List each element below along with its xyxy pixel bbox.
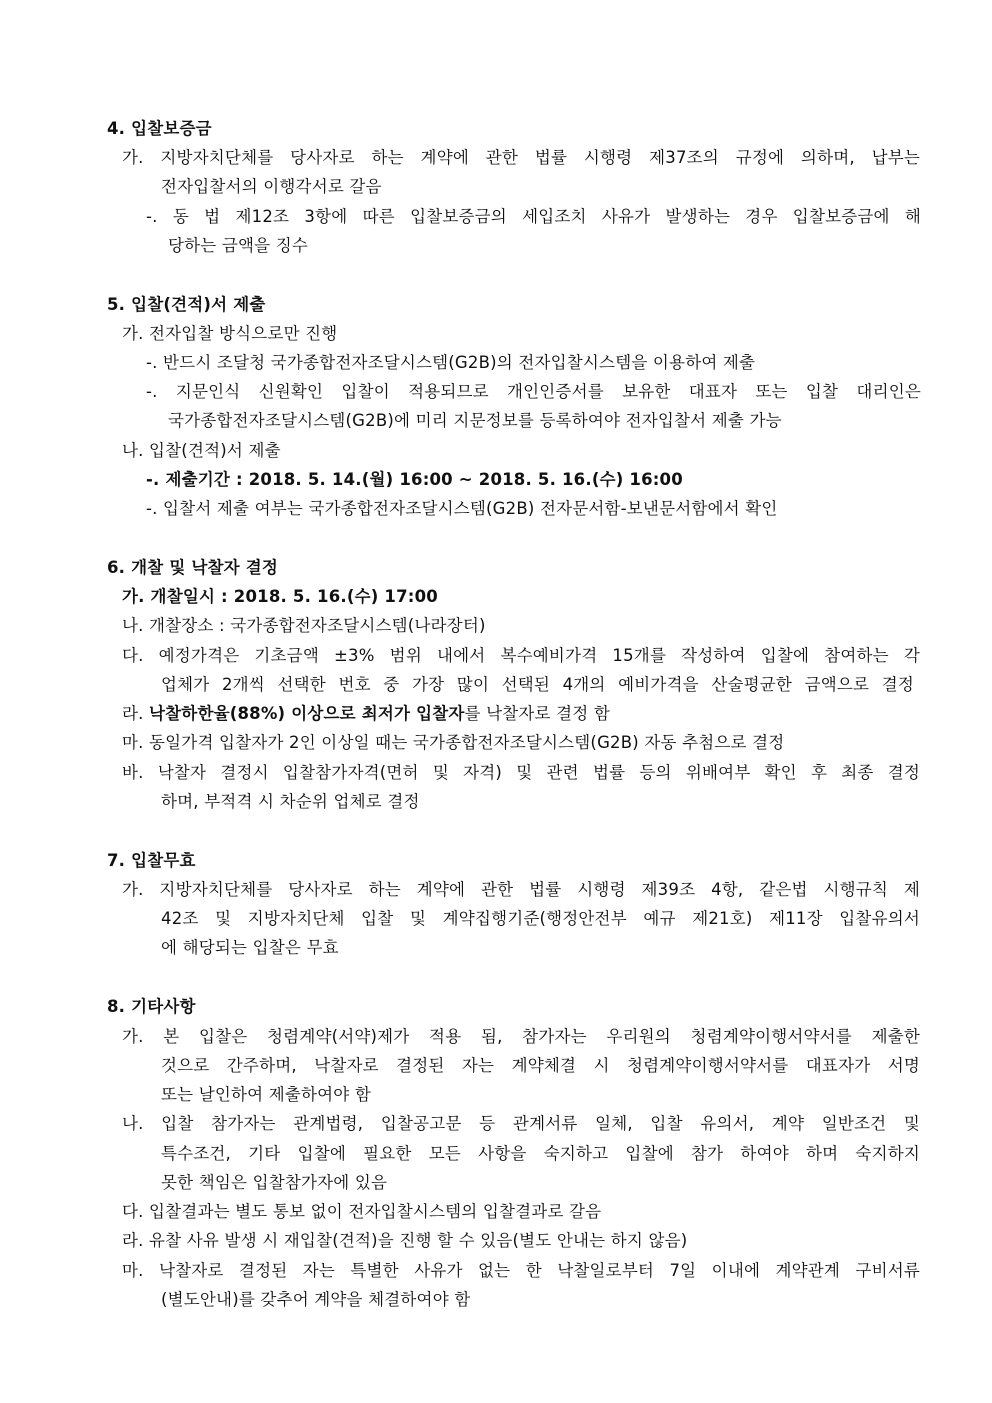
s5-b-sub-2: -. 입찰서 제출 여부는 국가종합전자조달시스템(G2B) 전자문서함-보낸문서함에서 확인 [146,499,778,518]
s6-item-c-cont: 업체가 2개씩 선택한 번호 중 가장 많이 선택된 4개의 예비가격을 산술평균한 금액으로 결정 [161,675,914,694]
s6-item-f-cont: 하며, 부적격 시 차순위 업체로 결정 [161,792,420,811]
s8-item-e-cont: (별도안내)를 갖추어 계약을 체결하여야 함 [161,1290,471,1309]
section-7-heading: 7. 입찰무효 [107,851,196,870]
section-8-heading: 8. 기타사항 [107,997,196,1016]
s6-item-d-rest: 를 낙찰자로 결정 함 [464,704,610,723]
s7-item-a-cont-2: 에 해당되는 입찰은 무효 [161,938,339,957]
s6-item-e: 마. 동일가격 입찰자가 2인 이상일 때는 국가종합전자조달시스템(G2B) 자동 추첨으로 결정 [122,733,785,752]
s4-sub-item-cont: 당하는 금액을 징수 [168,236,309,255]
s4-item-a: 가. 지방자치단체를 당사자로 하는 계약에 관한 법률 시행령 제37조의 규정에 의하며, 납부는 [122,148,920,167]
s5-item-a: 가. 전자입찰 방식으로만 진행 [122,324,338,343]
s8-item-b-cont: 특수조건, 기타 입찰에 필요한 모든 사항을 숙지하고 입찰에 참가 하여야 하며 숙지하지 [161,1144,920,1163]
s6-item-d-emphasis: 낙찰하한율(88%) 이상으로 최저가 입찰자 [149,704,465,723]
s8-item-a-cont-2: 또는 날인하여 제출하여야 함 [161,1085,372,1104]
s6-item-a: 가. 개찰일시 : 2018. 5. 16.(수) 17:00 [122,587,438,606]
s4-sub-item: -. 동 법 제12조 3항에 따른 입찰보증금의 세입조치 사유가 발생하는 경우 입찰보증금에 해 [146,207,921,226]
s7-item-a-cont: 42조 및 지방자치단체 입찰 및 계약집행기준(행정안전부 예규 제21호) 제11장 입찰유의서 [161,909,920,928]
s5-a-sub-1: -. 반드시 조달청 국가종합전자조달시스템(G2B)의 전자입찰시스템을 이용하여 제출 [146,353,756,372]
s7-item-a: 가. 지방자치단체를 당사자로 하는 계약에 관한 법률 시행령 제39조 4항, 같은법 시행규칙 제 [122,880,920,899]
s8-item-a: 가. 본 입찰은 청렴계약(서약)제가 적용 됨, 참가자는 우리원의 청렴계약이행서약서를 제출한 [122,1027,920,1046]
s6-item-c: 다. 예정가격은 기초금액 ±3% 범위 내에서 복수예비가격 15개를 작성하여 입찰에 참여하는 각 [122,646,920,665]
section-4-heading: 4. 입찰보증금 [107,119,212,138]
s6-item-d-prefix: 라. [122,704,150,723]
s6-item-b: 나. 개찰장소 : 국가종합전자조달시스템(나라장터) [122,616,486,635]
s4-item-a-cont: 전자입찰서의 이행각서로 갈음 [161,177,382,196]
s5-b-sub-1: -. 제출기간 : 2018. 5. 14.(월) 16:00 ~ 2018. 5. 16.(수) 16:00 [146,470,683,489]
s5-a-sub-2: -. 지문인식 신원확인 입찰이 적용되므로 개인인증서를 보유한 대표자 또는 입찰 대리인은 [146,382,921,401]
s8-item-d: 라. 유찰 사유 발생 시 재입찰(견적)을 진행 할 수 있음(별도 안내는 하지 않음) [122,1231,688,1250]
s8-item-b-cont-2: 못한 책임은 입찰참가자에 있음 [161,1173,388,1192]
s6-item-d [122,703,610,725]
s8-item-a-cont: 것으로 간주하며, 낙찰자로 결정된 자는 계약체결 시 청렴계약이행서약서를 대표자가 서명 [161,1056,920,1075]
s8-item-c: 다. 입찰결과는 별도 통보 없이 전자입찰시스템의 입찰결과로 갈음 [122,1202,602,1221]
section-6-heading: 6. 개찰 및 낙찰자 결정 [107,558,279,577]
s5-a-sub-2-cont: 국가종합전자조달시스템(G2B)에 미리 지문정보를 등록하여야 전자입찰서 제출 가능 [168,411,782,430]
s6-item-f: 바. 낙찰자 결정시 입찰참가자격(면허 및 자격) 및 관련 법률 등의 위배여부 확인 후 최종 결정 [122,763,920,782]
section-5-heading: 5. 입찰(견적)서 제출 [107,295,266,314]
s8-item-e: 마. 낙찰자로 결정된 자는 특별한 사유가 없는 한 낙찰일로부터 7일 이내에 계약관계 구비서류 [122,1261,920,1280]
s8-item-b: 나. 입찰 참가자는 관계법령, 입찰공고문 등 관계서류 일체, 입찰 유의서, 계약 일반조건 및 [122,1114,920,1133]
s5-item-b: 나. 입찰(견적)서 제출 [122,441,281,460]
